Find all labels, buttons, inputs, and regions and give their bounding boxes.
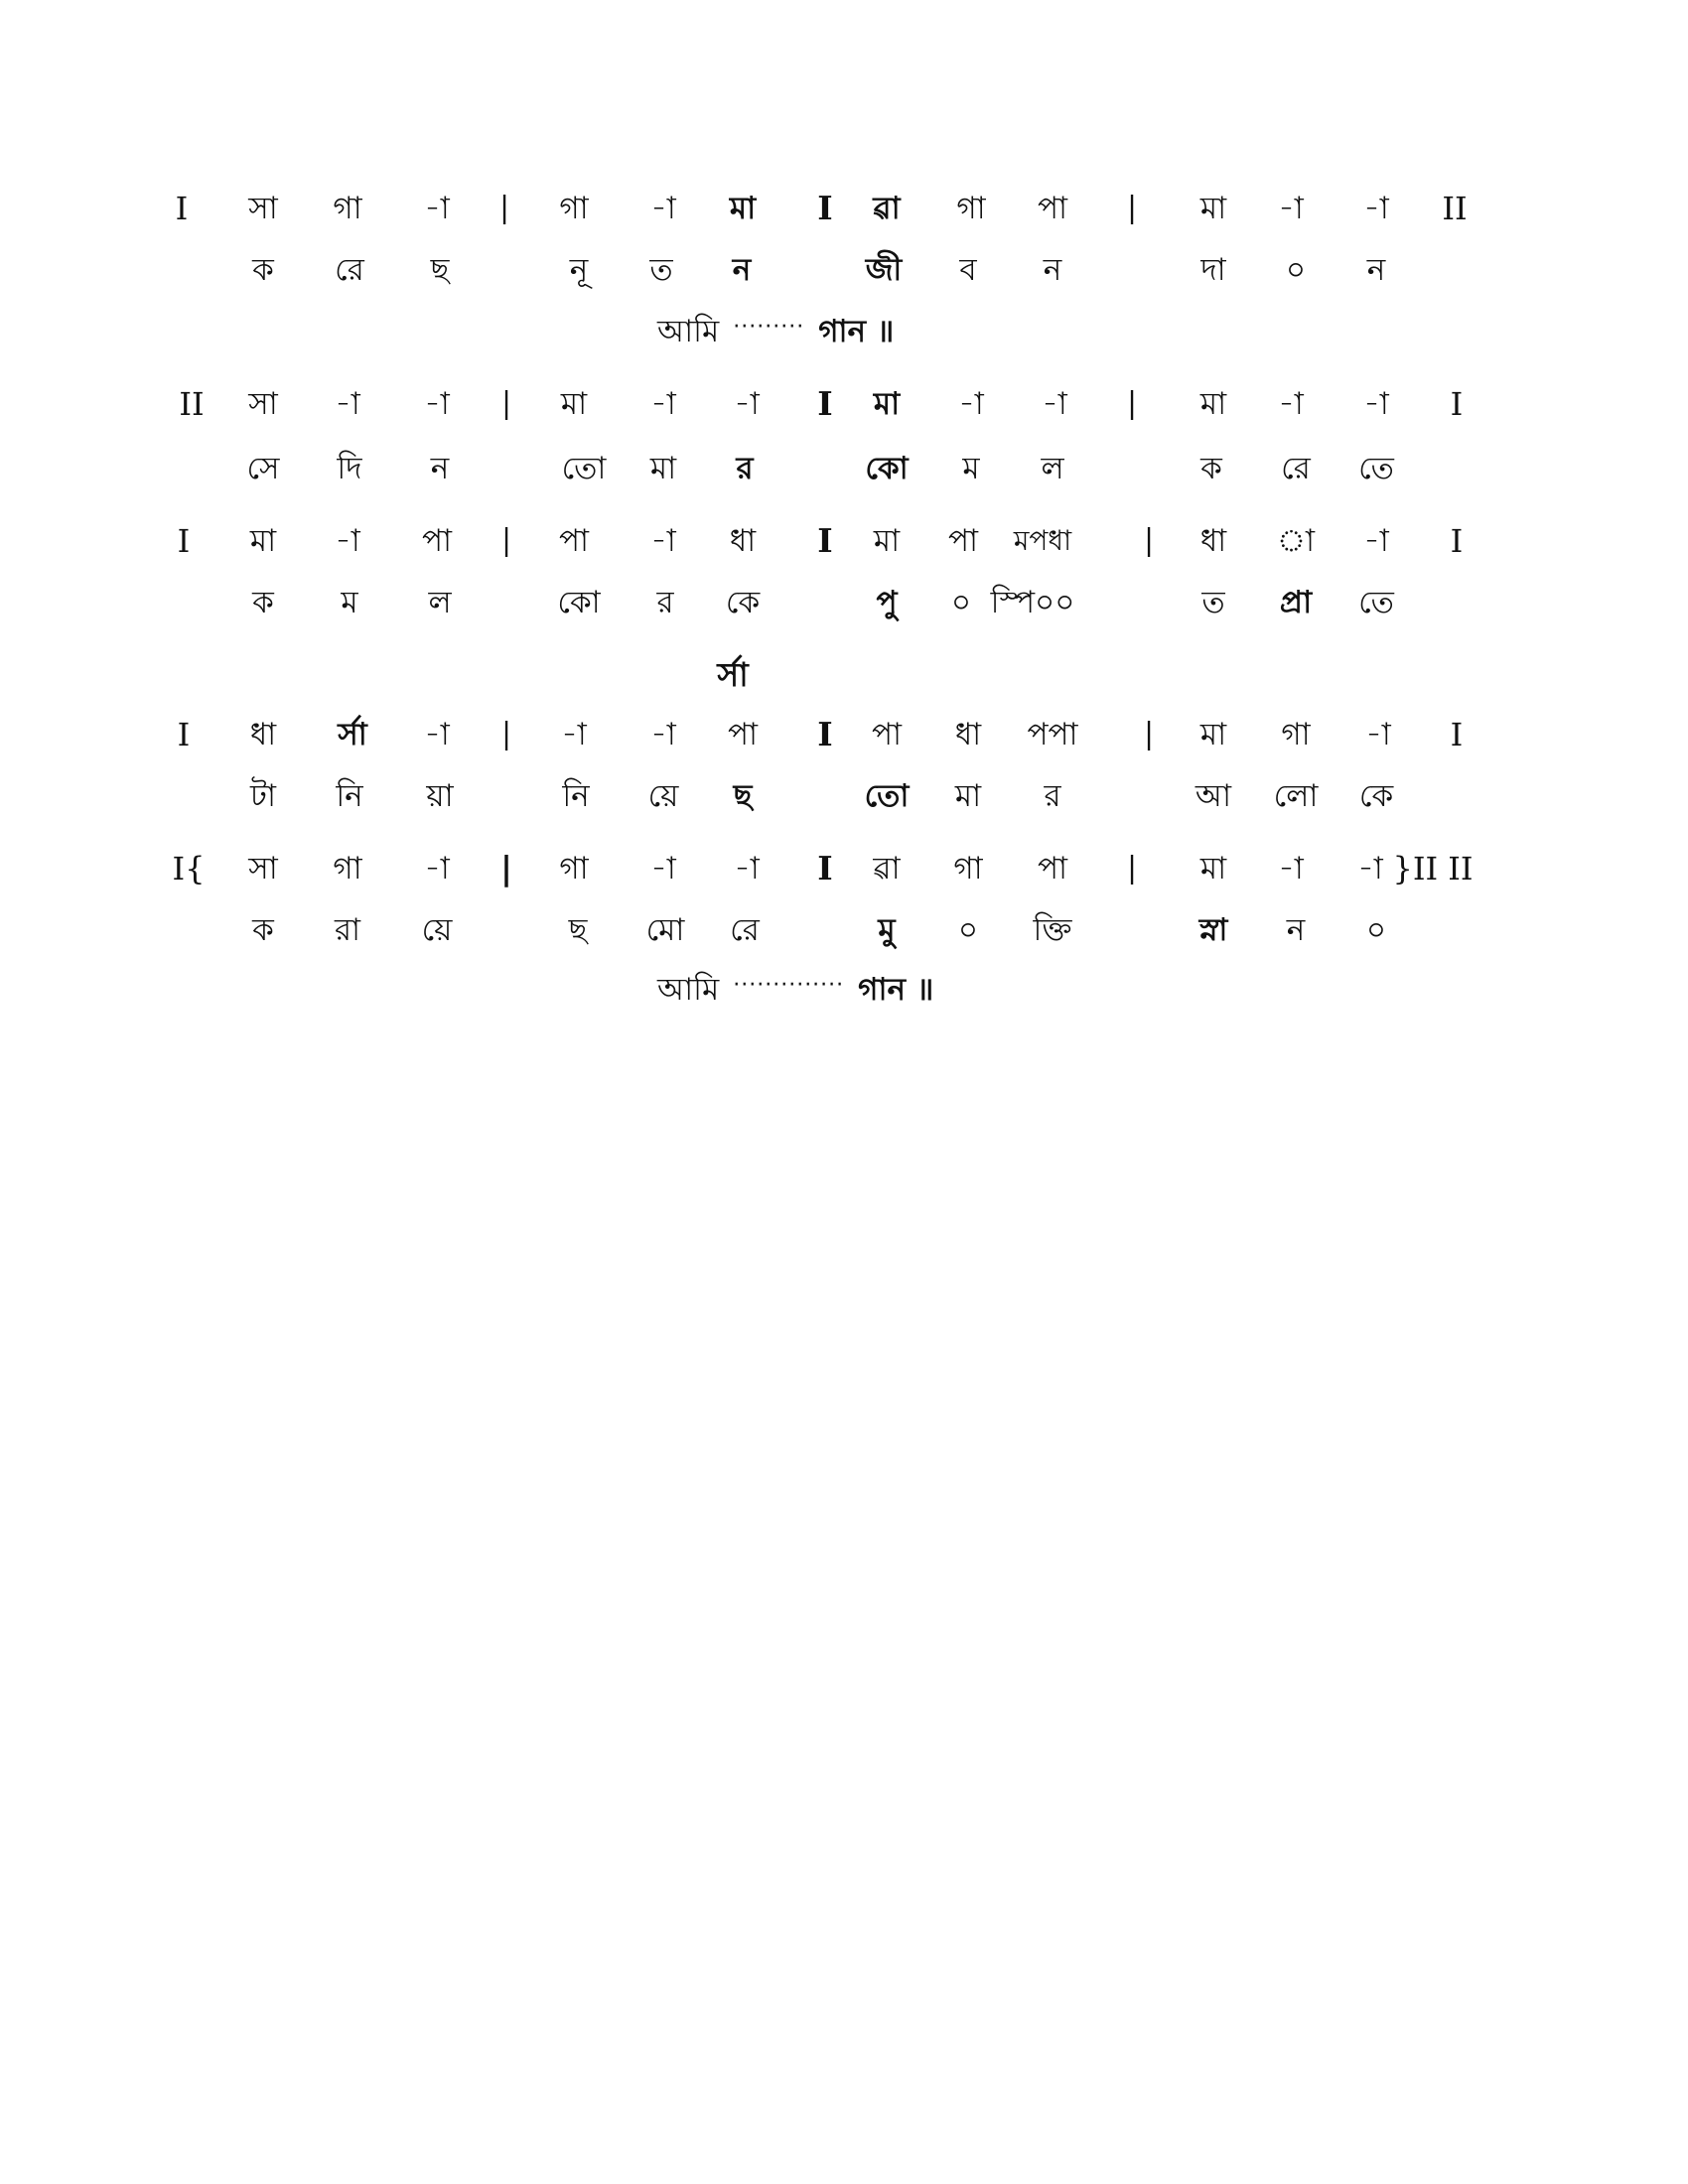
divider: | [1143,523,1155,558]
note: সা [248,386,278,422]
note: গা [1281,717,1311,752]
note: -া [734,851,760,887]
note: গা [333,191,362,226]
lyric-syllable: ক [1200,451,1222,486]
lyric-syllable: তো [561,451,607,486]
refrain-end: গান ॥ [858,972,934,1008]
divider: | [500,717,512,751]
bar-divider: I [817,715,833,753]
refrain-start: আমি [657,314,720,349]
lyric-syllable: স্না [1198,912,1228,948]
refrain-marker-2 [657,961,933,1011]
lyric-syllable: কো [865,451,909,486]
note: ধা [249,717,277,752]
bar-divider: I [817,189,833,227]
lyric-syllable: নি [562,778,590,814]
bar-divider: I [817,849,833,887]
note: গা [559,851,589,887]
note: পা [1037,191,1068,226]
lyric-syllable: ম [341,585,358,620]
note: মা [1199,386,1227,422]
lyric-syllable: ০ [957,912,979,948]
lyric-syllable: মা [954,778,982,814]
note: সা [248,851,278,887]
note: -া [1363,523,1389,559]
note: ৱা [873,191,901,226]
lyric-syllable: মো [645,912,685,948]
refrain-dots: ·············· [733,973,845,998]
lyric-syllable: মা [649,451,677,486]
lyric-syllable: ক [252,252,274,288]
note: পা [421,523,453,559]
note: -া [958,386,984,422]
repeat-start: I{ [172,850,206,887]
system-5-lyrics [0,905,1688,955]
bar-start: I [177,522,191,560]
note: গা [953,851,983,887]
lyric-syllable: তে [1358,451,1394,486]
divider: | [1143,717,1155,751]
divider: | [1126,191,1138,225]
system-4-notes [0,710,1688,759]
divider: | [500,386,512,421]
note: -া [1042,386,1067,422]
refrain-marker-1 [657,303,894,352]
over-note: র্সা [717,655,749,694]
lyric-syllable: প্রা [1279,585,1313,620]
bar-start: I [175,190,189,227]
refrain-start: আমি [657,972,720,1008]
system-1-lyrics [0,245,1688,295]
bar-end: I [1450,385,1464,423]
note: -া [650,717,676,752]
note: -া [1365,717,1391,752]
divider: | [498,191,510,225]
note-group: পপা [1027,717,1078,752]
lyric-syllable: য়ে [647,778,679,814]
lyric-syllable: রে [335,252,364,288]
lyric-syllable: ক [252,912,274,948]
lyric-syllable: র [656,585,674,620]
note-group: মপধা [1013,524,1072,557]
lyric-syllable: ত [1201,585,1225,620]
lyric-syllable: ক্তি [1033,912,1072,948]
lyric-syllable: ০ [1285,252,1307,288]
note: -া [734,386,760,422]
lyric-syllable: কে [1358,778,1394,814]
note: -া [1363,191,1389,226]
note: ধা [1199,523,1227,559]
note: মা [249,523,277,559]
note: -া [424,386,450,422]
lyric-syllable: ছ [430,252,450,288]
note: মা [1199,717,1227,752]
lyric-syllable: নূ [569,252,589,288]
lyric-syllable: দি [337,451,362,486]
system-4-lyrics [0,771,1688,821]
note: মা [873,523,901,559]
system-3-notes [0,516,1688,566]
lyric-syllable: য়া [426,778,454,814]
note: -া [424,717,450,752]
lyric-syllable: ন [1286,912,1306,948]
note: -া [424,191,450,226]
system-1-notes [0,184,1688,233]
note: -া [650,523,676,559]
note: -া [650,851,676,887]
lyric-syllable: তে [1358,585,1394,620]
note: -া [1278,386,1304,422]
note: মা [873,386,901,422]
note: -া [650,191,676,226]
lyric-syllable: ছ [568,912,588,948]
note: -া [1278,851,1304,887]
note: গা [559,191,589,226]
lyric-syllable: রা [334,912,361,948]
lyric-syllable: সে [246,451,280,486]
bar-end: I [1450,522,1464,560]
lyric-syllable: র [1044,778,1061,814]
divider: | [500,523,512,558]
divider: | [1126,386,1138,421]
lyric-syllable: কো [557,585,601,620]
lyric-syllable: তো [864,778,910,814]
repeat-end: }II II [1392,850,1474,887]
lyric-syllable: ০ [1365,912,1387,948]
system-2-lyrics [0,444,1688,493]
lyric-syllable: ক [252,585,274,620]
lyric-syllable: নি [336,778,363,814]
note: মা [560,386,588,422]
note: মা [1199,191,1227,226]
note: -া [335,386,360,422]
lyric-syllable: ন [430,451,450,486]
lyric-syllable: লো [1273,778,1319,814]
bar-divider: I [817,521,833,560]
note: র্সা [338,717,367,752]
note: -া [424,851,450,887]
lyric-syllable: র [736,451,754,486]
lyric-syllable: স্পি০০ [990,585,1075,620]
refrain-end: গান ॥ [818,314,895,349]
note: -া [1357,851,1383,887]
lyric-syllable: কে [725,585,761,620]
lyric-syllable: ন [1366,252,1386,288]
lyric-syllable: ব [959,252,977,288]
note: -া [1278,191,1304,226]
note: পা [871,717,903,752]
note: গা [956,191,986,226]
note: পা [727,717,759,752]
lyric-syllable: য়ে [421,912,453,948]
note: পা [558,523,590,559]
bar-start: II [179,385,205,423]
divider: | [1126,851,1138,886]
note: মা [729,191,757,226]
system-5-notes [0,844,1688,893]
note: ধা [954,717,982,752]
note: গা [333,851,362,887]
note: ৱা [873,851,901,887]
lyric-syllable: ত [649,252,673,288]
bar-end: I [1450,716,1464,753]
note: পা [1037,851,1068,887]
lyric-syllable: ল [1041,451,1064,486]
lyric-syllable: টা [250,778,276,814]
note: পা [947,523,979,559]
lyric-syllable: ন [732,252,752,288]
lyric-syllable: ০ [950,585,972,620]
note: া [1276,523,1316,559]
note: ধা [729,523,757,559]
note: মা [1199,851,1227,887]
lyric-syllable: ন [1043,252,1062,288]
system-2-notes [0,379,1688,429]
note: -া [561,717,587,752]
lyric-syllable: আ [1195,778,1232,814]
lyric-syllable: ছ [733,778,753,814]
bar-divider: I [817,384,833,423]
lyric-syllable: ল [428,585,452,620]
lyric-syllable: মু [878,912,896,948]
refrain-dots: ········· [733,315,805,340]
system-3-lyrics [0,578,1688,627]
note: সা [248,191,278,226]
lyric-syllable: ম [962,451,980,486]
note: -া [1363,386,1389,422]
note: -া [335,523,360,559]
lyric-syllable: রে [1281,451,1311,486]
bar-start: I [177,716,191,753]
lyric-syllable: রে [730,912,760,948]
bar-end: II [1442,190,1468,227]
lyric-syllable: জী [865,252,903,288]
lyric-syllable: পু [876,585,898,620]
lyric-syllable: দা [1200,252,1226,288]
note: -া [650,386,676,422]
divider: | [499,849,513,887]
